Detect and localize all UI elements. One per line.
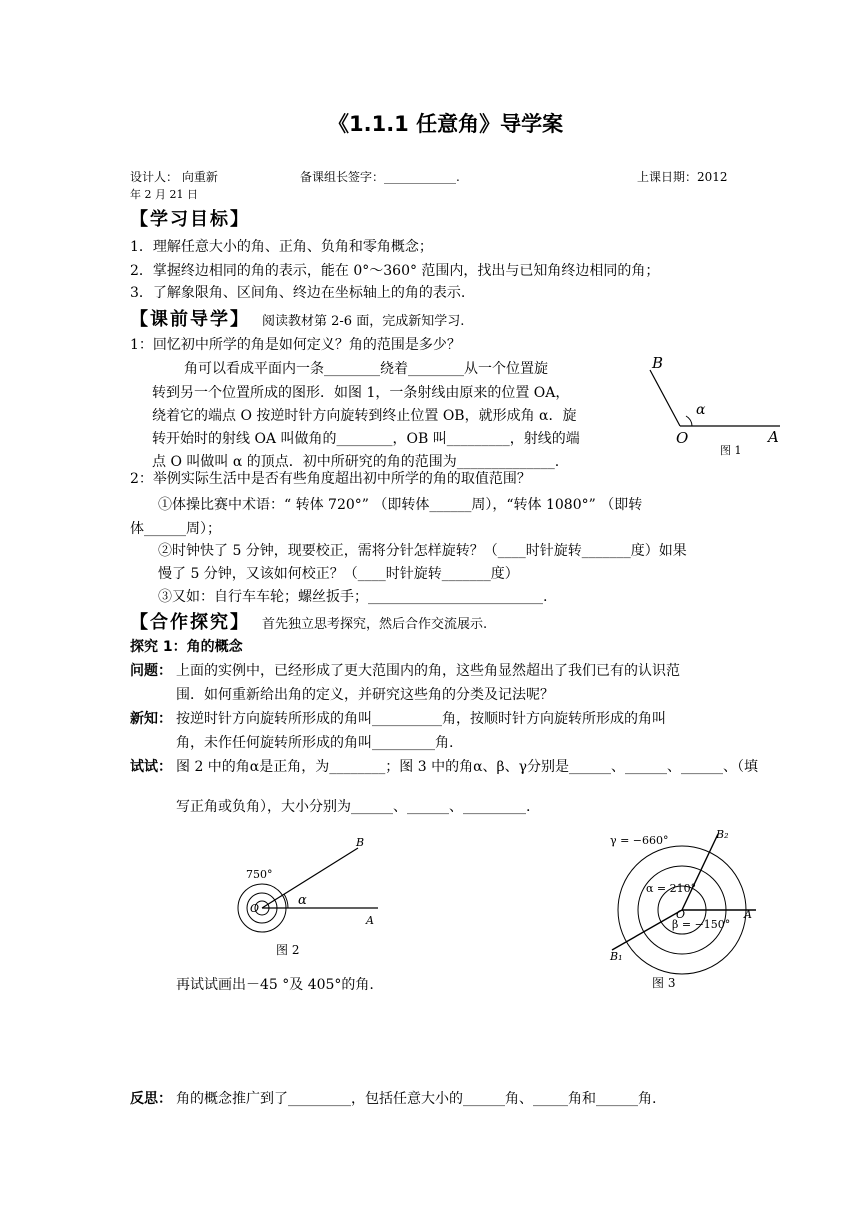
goal-item: 2．掌握终边相同的角的表示，能在 0°～360° 范围内，找出与已知角终边相同的角； (130, 263, 660, 279)
question-1: 1：回忆初中所学的角是如何定义？角的范围是多少？ (130, 337, 461, 353)
try-line: 图 2 中的角α是正角，为________；图 3 中的角α、β、γ分别是______、______、______、（填 (176, 759, 758, 775)
fig3-label-b1: B₁ (610, 950, 623, 963)
explore-note: 首先独立思考探究，然后合作交流展示. (262, 617, 488, 632)
new-knowledge-label: 新知： (130, 711, 172, 727)
q1-line: 转到另一个位置所成的图形．如图 1，一条射线由原来的位置 OA， (152, 385, 570, 401)
question-2: 2：举例实际生活中是否有些角度超出初中所学的角的取值范围？ (130, 471, 531, 487)
reflection-text: 角的概念推广到了_________，包括任意大小的______角、_____角和______角. (176, 1091, 657, 1107)
q2-line: ③又如：自行车车轮；螺丝扳手；_________________________. (158, 589, 548, 605)
fig3-caption: 图 3 (652, 976, 676, 990)
figure-3 (598, 820, 768, 995)
fig3-alpha-label: α = 210° (646, 882, 697, 895)
new-knowledge-line: 按逆时针方向旋转所形成的角叫__________角，按顺时针方向旋转所形成的角叫 (176, 711, 666, 727)
problem-line: 上面的实例中，已经形成了更大范围内的角，这些角显然超出了我们已有的认识范 (176, 663, 680, 679)
fig2-label-a: A (366, 914, 374, 927)
fig1-caption: 图 1 (720, 444, 742, 457)
q2-line: ①体操比赛中术语：“ 转体 720°” （即转体______周），“转体 1080°” （即转 (158, 497, 643, 513)
new-knowledge-line: 角，未作任何旋转所形成的角叫_________角. (176, 735, 454, 751)
fig1-label-b: B (652, 354, 664, 372)
preview-note: 阅读教材第 2-6 面，完成新知学习. (262, 314, 465, 329)
fig2-caption: 图 2 (276, 943, 300, 957)
q2-line: 体______周）； (130, 521, 221, 537)
explore-heading: 【合作探究】 (130, 612, 250, 633)
fig3-label-b2: B₂ (716, 828, 729, 841)
fig2-label-b: B (356, 836, 365, 849)
fig1-label-a: A (768, 428, 779, 446)
problem-line: 围．如何重新给出角的定义，并研究这些角的分类及记法呢？ (176, 687, 554, 703)
preview-heading: 【课前导学】 (130, 309, 250, 330)
fig1-label-alpha: α (696, 402, 706, 418)
designer-text: 设计人： 向重新 (130, 170, 218, 184)
explore-1-title: 探究 1：角的概念 (130, 639, 243, 655)
retry-text: 再试试画出－45 °及 405°的角. (176, 977, 374, 993)
q1-line: 角可以看成平面内一条________绕着________从一个位置旋 (184, 361, 548, 377)
figure-2 (228, 830, 388, 960)
goals-heading: 【学习目标】 (130, 209, 250, 230)
fig2-label-alpha: α (298, 893, 307, 908)
class-date-text: 上课日期：2012 (637, 170, 728, 184)
fig3-label-o: O (676, 908, 686, 921)
goal-item: 1．理解任意大小的角、正角、负角和零角概念； (130, 239, 433, 255)
fig3-beta-label: β = −150° (672, 918, 731, 931)
q2-line: 慢了 5 分钟，又该如何校正？（____时针旋转_______度） (158, 566, 519, 582)
page-title: 《1.1.1 任意角》导学案 (328, 112, 564, 136)
signature-text: 备课组长签字：____________. (300, 170, 460, 184)
q1-line: 转开始时的射线 OA 叫做角的________，OB 叫_________，射线的端 (152, 431, 580, 447)
q1-line: 点 O 叫做叫 α 的顶点．初中所研究的角的范围为______________. (152, 454, 560, 470)
class-date-continued: 年 2 月 21 日 (130, 188, 198, 201)
goal-item: 3．了解象限角、区间角、终边在坐标轴上的角的表示. (130, 285, 466, 301)
fig3-label-a: A (744, 908, 752, 921)
fig2-label-o: O (250, 902, 260, 915)
try-line: 写正角或负角），大小分别为______、______、_________. (176, 799, 531, 815)
fig2-angle-label: 750° (246, 868, 273, 881)
q1-line: 绕着它的端点 O 按逆时针方向旋转到终止位置 OB，就形成角 α．旋 (152, 408, 577, 424)
q2-line: ②时钟快了 5 分钟，现要校正，需将分针怎样旋转？（____时针旋转_______度）如果 (158, 543, 687, 559)
problem-label: 问题： (130, 663, 172, 679)
fig1-label-o: O (676, 429, 689, 447)
reflection-label: 反思： (130, 1091, 172, 1107)
try-label: 试试： (130, 759, 172, 775)
fig3-gamma-label: γ = −660° (610, 834, 669, 847)
figure-1 (640, 350, 790, 460)
